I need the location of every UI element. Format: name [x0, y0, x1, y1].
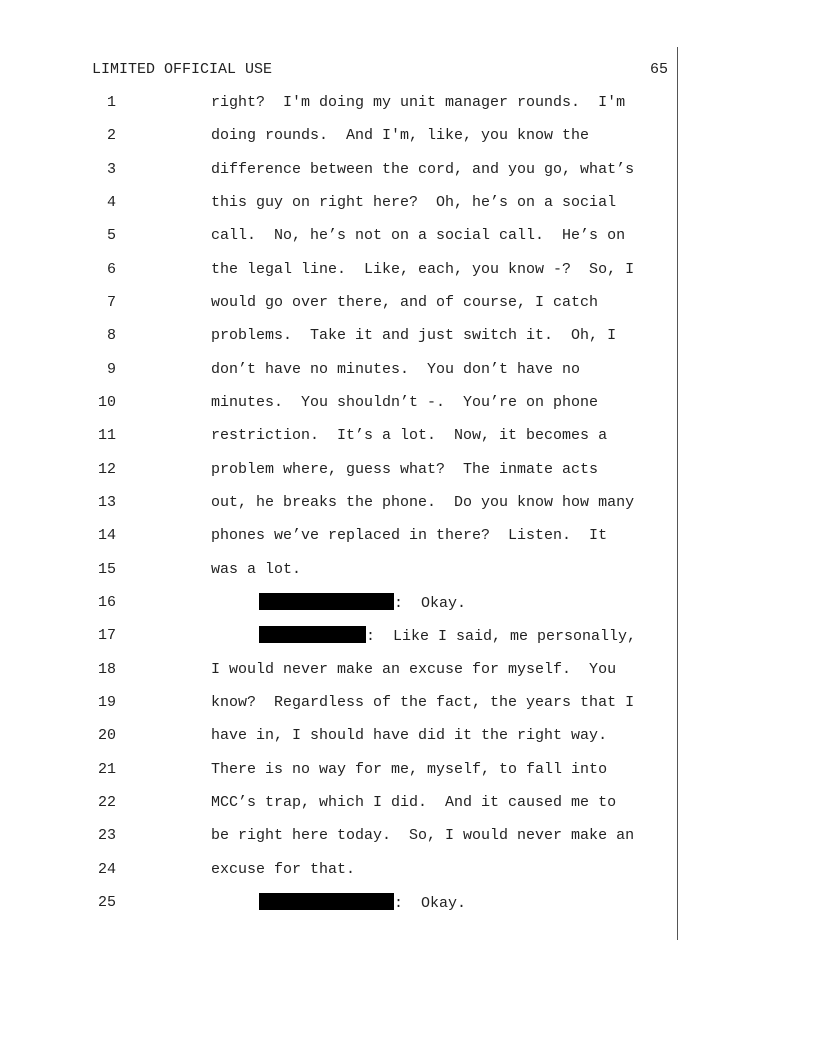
- redacted-speaker-name: [259, 893, 394, 910]
- line-text: : Okay.: [394, 595, 467, 612]
- transcript-line: [0, 193, 816, 213]
- line-number: 10: [97, 394, 116, 411]
- transcript-line: [0, 360, 816, 380]
- transcript-line: [0, 93, 816, 113]
- transcript-line: [0, 493, 816, 513]
- speaker-turn: [259, 626, 636, 647]
- transcript-line: [0, 526, 816, 546]
- line-text: I would never make an excuse for myself. You: [211, 661, 617, 678]
- speaker-turn: [259, 593, 466, 614]
- redacted-speaker-name: [259, 626, 366, 643]
- line-number: 14: [97, 527, 116, 544]
- line-number: 16: [97, 594, 116, 611]
- line-number: 24: [97, 861, 116, 878]
- line-number: 2: [106, 127, 116, 144]
- line-number: 4: [106, 194, 116, 211]
- line-number: 21: [97, 761, 116, 778]
- transcript-line: [0, 460, 816, 480]
- line-number: 9: [106, 361, 116, 378]
- line-number: 18: [97, 661, 116, 678]
- line-number: 13: [97, 494, 116, 511]
- line-text: problem where, guess what? The inmate acts: [211, 461, 599, 478]
- transcript-line: [0, 893, 816, 913]
- line-text: problems. Take it and just switch it. Oh, I: [211, 327, 617, 344]
- line-number: 20: [97, 727, 116, 744]
- transcript-line: [0, 426, 816, 446]
- line-number: 12: [97, 461, 116, 478]
- transcript-line: [0, 860, 816, 880]
- line-number: 6: [106, 261, 116, 278]
- line-text: There is no way for me, myself, to fall into: [211, 761, 608, 778]
- transcript-line: [0, 126, 816, 146]
- line-text: MCC’s trap, which I did. And it caused me to: [211, 794, 617, 811]
- transcript-line: [0, 693, 816, 713]
- line-text: be right here today. So, I would never make an: [211, 827, 635, 844]
- transcript-line: [0, 726, 816, 746]
- line-number: 3: [106, 161, 116, 178]
- line-text: the legal line. Like, each, you know -? So, I: [211, 261, 635, 278]
- line-text: : Okay.: [394, 895, 467, 912]
- line-text: doing rounds. And I'm, like, you know the: [211, 127, 590, 144]
- line-text: know? Regardless of the fact, the years that I: [211, 694, 635, 711]
- line-text: call. No, he’s not on a social call. He’s on: [211, 227, 626, 244]
- page-number: 65: [649, 61, 668, 78]
- transcript-line: [0, 260, 816, 280]
- line-number: 11: [97, 427, 116, 444]
- line-number: 15: [97, 561, 116, 578]
- transcript-line: [0, 660, 816, 680]
- transcript-line: [0, 560, 816, 580]
- classification-header: LIMITED OFFICIAL USE: [92, 61, 273, 78]
- line-text: : Like I said, me personally,: [366, 628, 637, 645]
- line-number: 19: [97, 694, 116, 711]
- redacted-speaker-name: [259, 593, 394, 610]
- line-text: excuse for that.: [211, 861, 356, 878]
- line-text: don’t have no minutes. You don’t have no: [211, 361, 581, 378]
- line-text: was a lot.: [211, 561, 302, 578]
- transcript-line: [0, 593, 816, 613]
- line-number: 22: [97, 794, 116, 811]
- line-text: minutes. You shouldn’t -. You’re on phone: [211, 394, 599, 411]
- transcript-line: [0, 326, 816, 346]
- line-text: phones we’ve replaced in there? Listen. It: [211, 527, 608, 544]
- line-text: difference between the cord, and you go, what’s: [211, 161, 635, 178]
- line-number: 8: [106, 327, 116, 344]
- line-number: 17: [97, 627, 116, 644]
- line-text: would go over there, and of course, I catch: [211, 294, 599, 311]
- line-text: right? I'm doing my unit manager rounds. I'm: [211, 94, 626, 111]
- line-number: 1: [106, 94, 116, 111]
- transcript-line: [0, 226, 816, 246]
- transcript-line: [0, 826, 816, 846]
- transcript-line: [0, 293, 816, 313]
- transcript-line: [0, 393, 816, 413]
- line-text: have in, I should have did it the right way.: [211, 727, 608, 744]
- speaker-turn: [259, 893, 466, 914]
- line-number: 23: [97, 827, 116, 844]
- line-number: 25: [97, 894, 116, 911]
- transcript-line: [0, 793, 816, 813]
- line-number: 7: [106, 294, 116, 311]
- line-text: out, he breaks the phone. Do you know how many: [211, 494, 635, 511]
- transcript-line: [0, 160, 816, 180]
- line-text: this guy on right here? Oh, he’s on a social: [211, 194, 617, 211]
- line-number: 5: [106, 227, 116, 244]
- transcript-line: [0, 760, 816, 780]
- transcript-line: [0, 626, 816, 646]
- line-text: restriction. It’s a lot. Now, it becomes a: [211, 427, 608, 444]
